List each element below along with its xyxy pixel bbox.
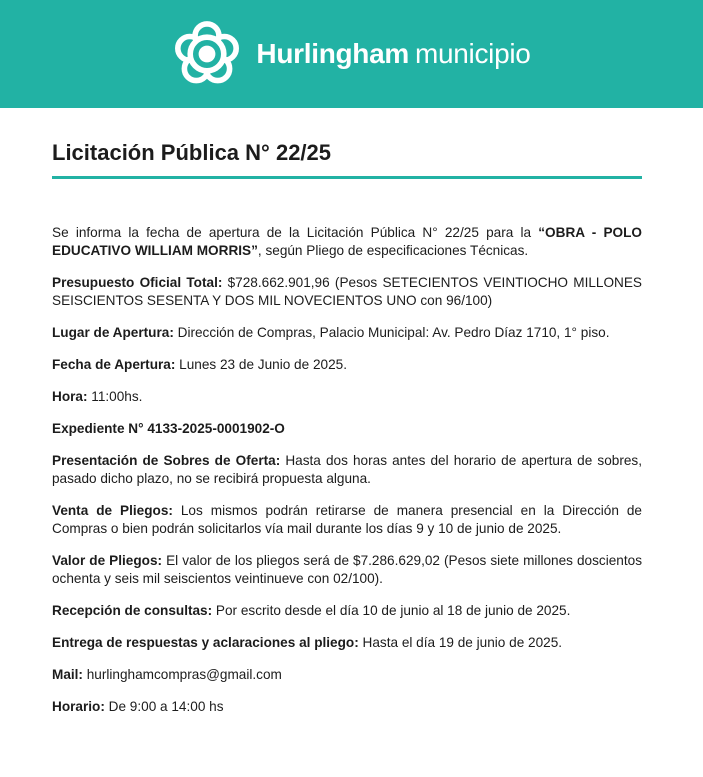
budget-item: [52, 274, 642, 310]
item-label: Expediente N° 4133-2025-0001902-O: [52, 421, 285, 436]
item-label: Mail:: [52, 667, 83, 682]
item-label: Valor de Pliegos:: [52, 553, 163, 568]
hours-item: [52, 698, 642, 716]
title-divider: [52, 176, 642, 179]
specs-value-item: [52, 552, 642, 588]
file-number-item: [52, 420, 642, 438]
item-value: $728.662.901,96 (Pesos SETECIENTOS VEINTIOCHO MILLONES SEISCIENTOS SESENTA Y DOS MIL NOVECIENTOS UNO con 96/100): [52, 275, 642, 308]
project-name: “OBRA - POLO EDUCATIVO WILLIAM MORRIS”: [52, 225, 642, 258]
item-value: Lunes 23 de Junio de 2025.: [175, 357, 347, 372]
intro-text: Se informa la fecha de apertura de la Licitación Pública N° 22/25 para la: [52, 225, 539, 240]
notice-body: [52, 224, 642, 730]
item-label: Fecha de Apertura:: [52, 357, 176, 372]
location-item: [52, 324, 642, 342]
item-value: De 9:00 a 14:00 hs: [104, 699, 224, 714]
item-value: Hasta dos horas antes del horario de apertura de sobres, pasado dicho plazo, no se recibirá propuesta alguna.: [52, 453, 642, 486]
item-value: Hasta el día 19 de junio de 2025.: [358, 635, 563, 650]
answers-item: [52, 634, 642, 652]
item-label: Presentación de Sobres de Oferta:: [52, 453, 281, 468]
brand-name-bold: Hurlingham: [256, 38, 409, 69]
specs-sale-item: [52, 502, 642, 538]
item-value: Dirección de Compras, Palacio Municipal: Av. Pedro Díaz 1710, 1° piso.: [173, 325, 610, 340]
item-label: Venta de Pliegos:: [52, 503, 173, 518]
item-label: Horario:: [52, 699, 105, 714]
item-label: Presupuesto Oficial Total:: [52, 275, 223, 290]
item-value: Los mismos podrán retirarse de manera presencial en la Dirección de Compras o bien podrán solicitarlos vía mail durante los días 9 y 10 de junio de 2025.: [52, 503, 642, 536]
item-label: Recepción de consultas:: [52, 603, 213, 618]
brand-name: [256, 38, 530, 70]
email-address: hurlinghamcompras@gmail.com: [82, 667, 282, 682]
page-title: Licitación Pública N° 22/25: [52, 140, 332, 165]
flower-icon: [172, 19, 242, 89]
inquiries-item: [52, 602, 642, 620]
brand-logo: [172, 19, 530, 89]
item-value: 11:00hs.: [87, 389, 143, 404]
mail-item: [52, 666, 642, 684]
item-label: Entrega de respuestas y aclaraciones al pliego:: [52, 635, 359, 650]
item-value: El valor de los pliegos será de $7.286.629,02 (Pesos siete millones doscientos ochenta y seis mil seiscientos veintinueve con 02/100).: [52, 553, 642, 586]
item-label: Lugar de Apertura:: [52, 325, 174, 340]
header-banner: [0, 0, 703, 108]
intro-paragraph: [52, 224, 642, 260]
bid-submission-item: [52, 452, 642, 488]
brand-name-light: municipio: [414, 38, 531, 69]
intro-text-end: , según Pliego de especificaciones Técnicas.: [257, 243, 529, 258]
date-item: [52, 356, 642, 374]
item-label: Hora:: [52, 389, 88, 404]
time-item: [52, 388, 642, 406]
item-value: Por escrito desde el día 10 de junio al 18 de junio de 2025.: [212, 603, 571, 618]
